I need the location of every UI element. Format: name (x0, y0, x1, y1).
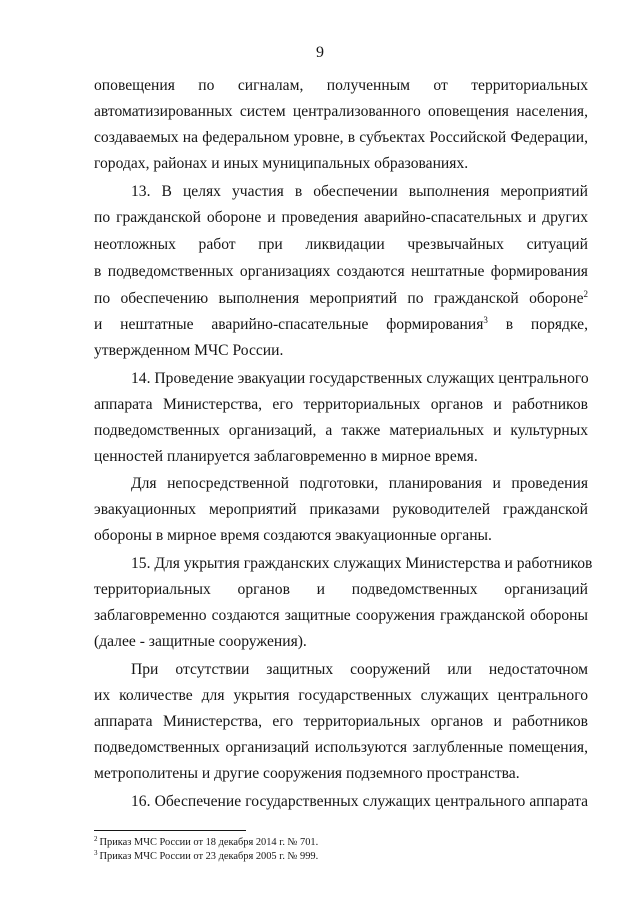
text-line: подведомственных организаций используются заглубленные помещения, (94, 739, 588, 756)
text-line: территориальных органов и подведомственных организаций (94, 581, 588, 598)
text-line: 15. Для укрытия гражданских служащих Министерства и работников (131, 555, 593, 572)
text-line: 14. Проведение эвакуации государственных служащих центрального (131, 370, 589, 387)
footnote (94, 850, 318, 864)
text-line: их количестве для укрытия государственных служащих центрального (94, 687, 588, 704)
text-line: неотложных работ при ликвидации чрезвычайных ситуаций (94, 236, 588, 253)
footnote-mark: 3 (94, 849, 98, 857)
page-number: 9 (316, 44, 324, 61)
footnote-text: Приказ МЧС России от 23 декабря 2005 г. № 999. (99, 851, 319, 862)
text-line: утвержденном МЧС России. (94, 342, 284, 359)
text-line: ценностей планируется заблаговременно в мирное время. (94, 448, 478, 465)
footnote (94, 836, 318, 850)
text-line: создаваемых на федеральном уровне, в субъектах Российской Федерации, (94, 129, 588, 146)
text-line: обороны в мирное время создаются эвакуационные органы. (94, 527, 492, 544)
footnote-mark: 3 (483, 315, 488, 325)
text-line: городах, районах и иных муниципальных образованиях. (94, 155, 469, 172)
footnote-mark: 2 (94, 835, 98, 843)
text-line-content: по обеспечению выполнения мероприятий по гражданской обороне (94, 290, 584, 307)
text-line: 13. В целях участия в обеспечении выполнения мероприятий (131, 183, 588, 200)
text-line: заблаговременно создаются защитные сооружения гражданской обороны (94, 607, 588, 624)
text-line: подведомственных организаций, а также материальных и культурных (94, 422, 588, 439)
text-line: аппарата Министерства, его территориальных органов и работников (94, 396, 588, 413)
text-line: При отсутствии защитных сооружений или недостаточном (131, 661, 588, 678)
footnote-text: Приказ МЧС России от 18 декабря 2014 г. № 701. (99, 837, 319, 848)
text-line: метрополитены и другие сооружения подземного пространства. (94, 765, 520, 782)
text-line: Для непосредственной подготовки, планирования и проведения (131, 475, 588, 492)
footnote-mark: 2 (583, 289, 588, 299)
text-line: 16. Обеспечение государственных служащих центрального аппарата (131, 793, 588, 810)
text-line: эвакуационных мероприятий приказами руководителей гражданской (94, 501, 588, 518)
text-line (94, 289, 588, 309)
text-line: (далее - защитные сооружения). (94, 633, 307, 650)
text-line: в подведомственных организациях создаются нештатные формирования (94, 263, 588, 280)
text-line: аппарата Министерства, его территориальных органов и работников (94, 713, 588, 730)
text-line (94, 315, 588, 335)
text-line-content: в порядке, (505, 316, 588, 333)
text-line-content: и нештатные аварийно-спасательные формирования (94, 316, 484, 333)
text-line: по гражданской обороне и проведения аварийно-спасательных и других (94, 209, 588, 226)
text-line: оповещения по сигналам, полученным от территориальных (94, 77, 588, 94)
footnote-separator (94, 830, 246, 831)
text-line: автоматизированных систем централизованного оповещения населения, (94, 103, 588, 120)
